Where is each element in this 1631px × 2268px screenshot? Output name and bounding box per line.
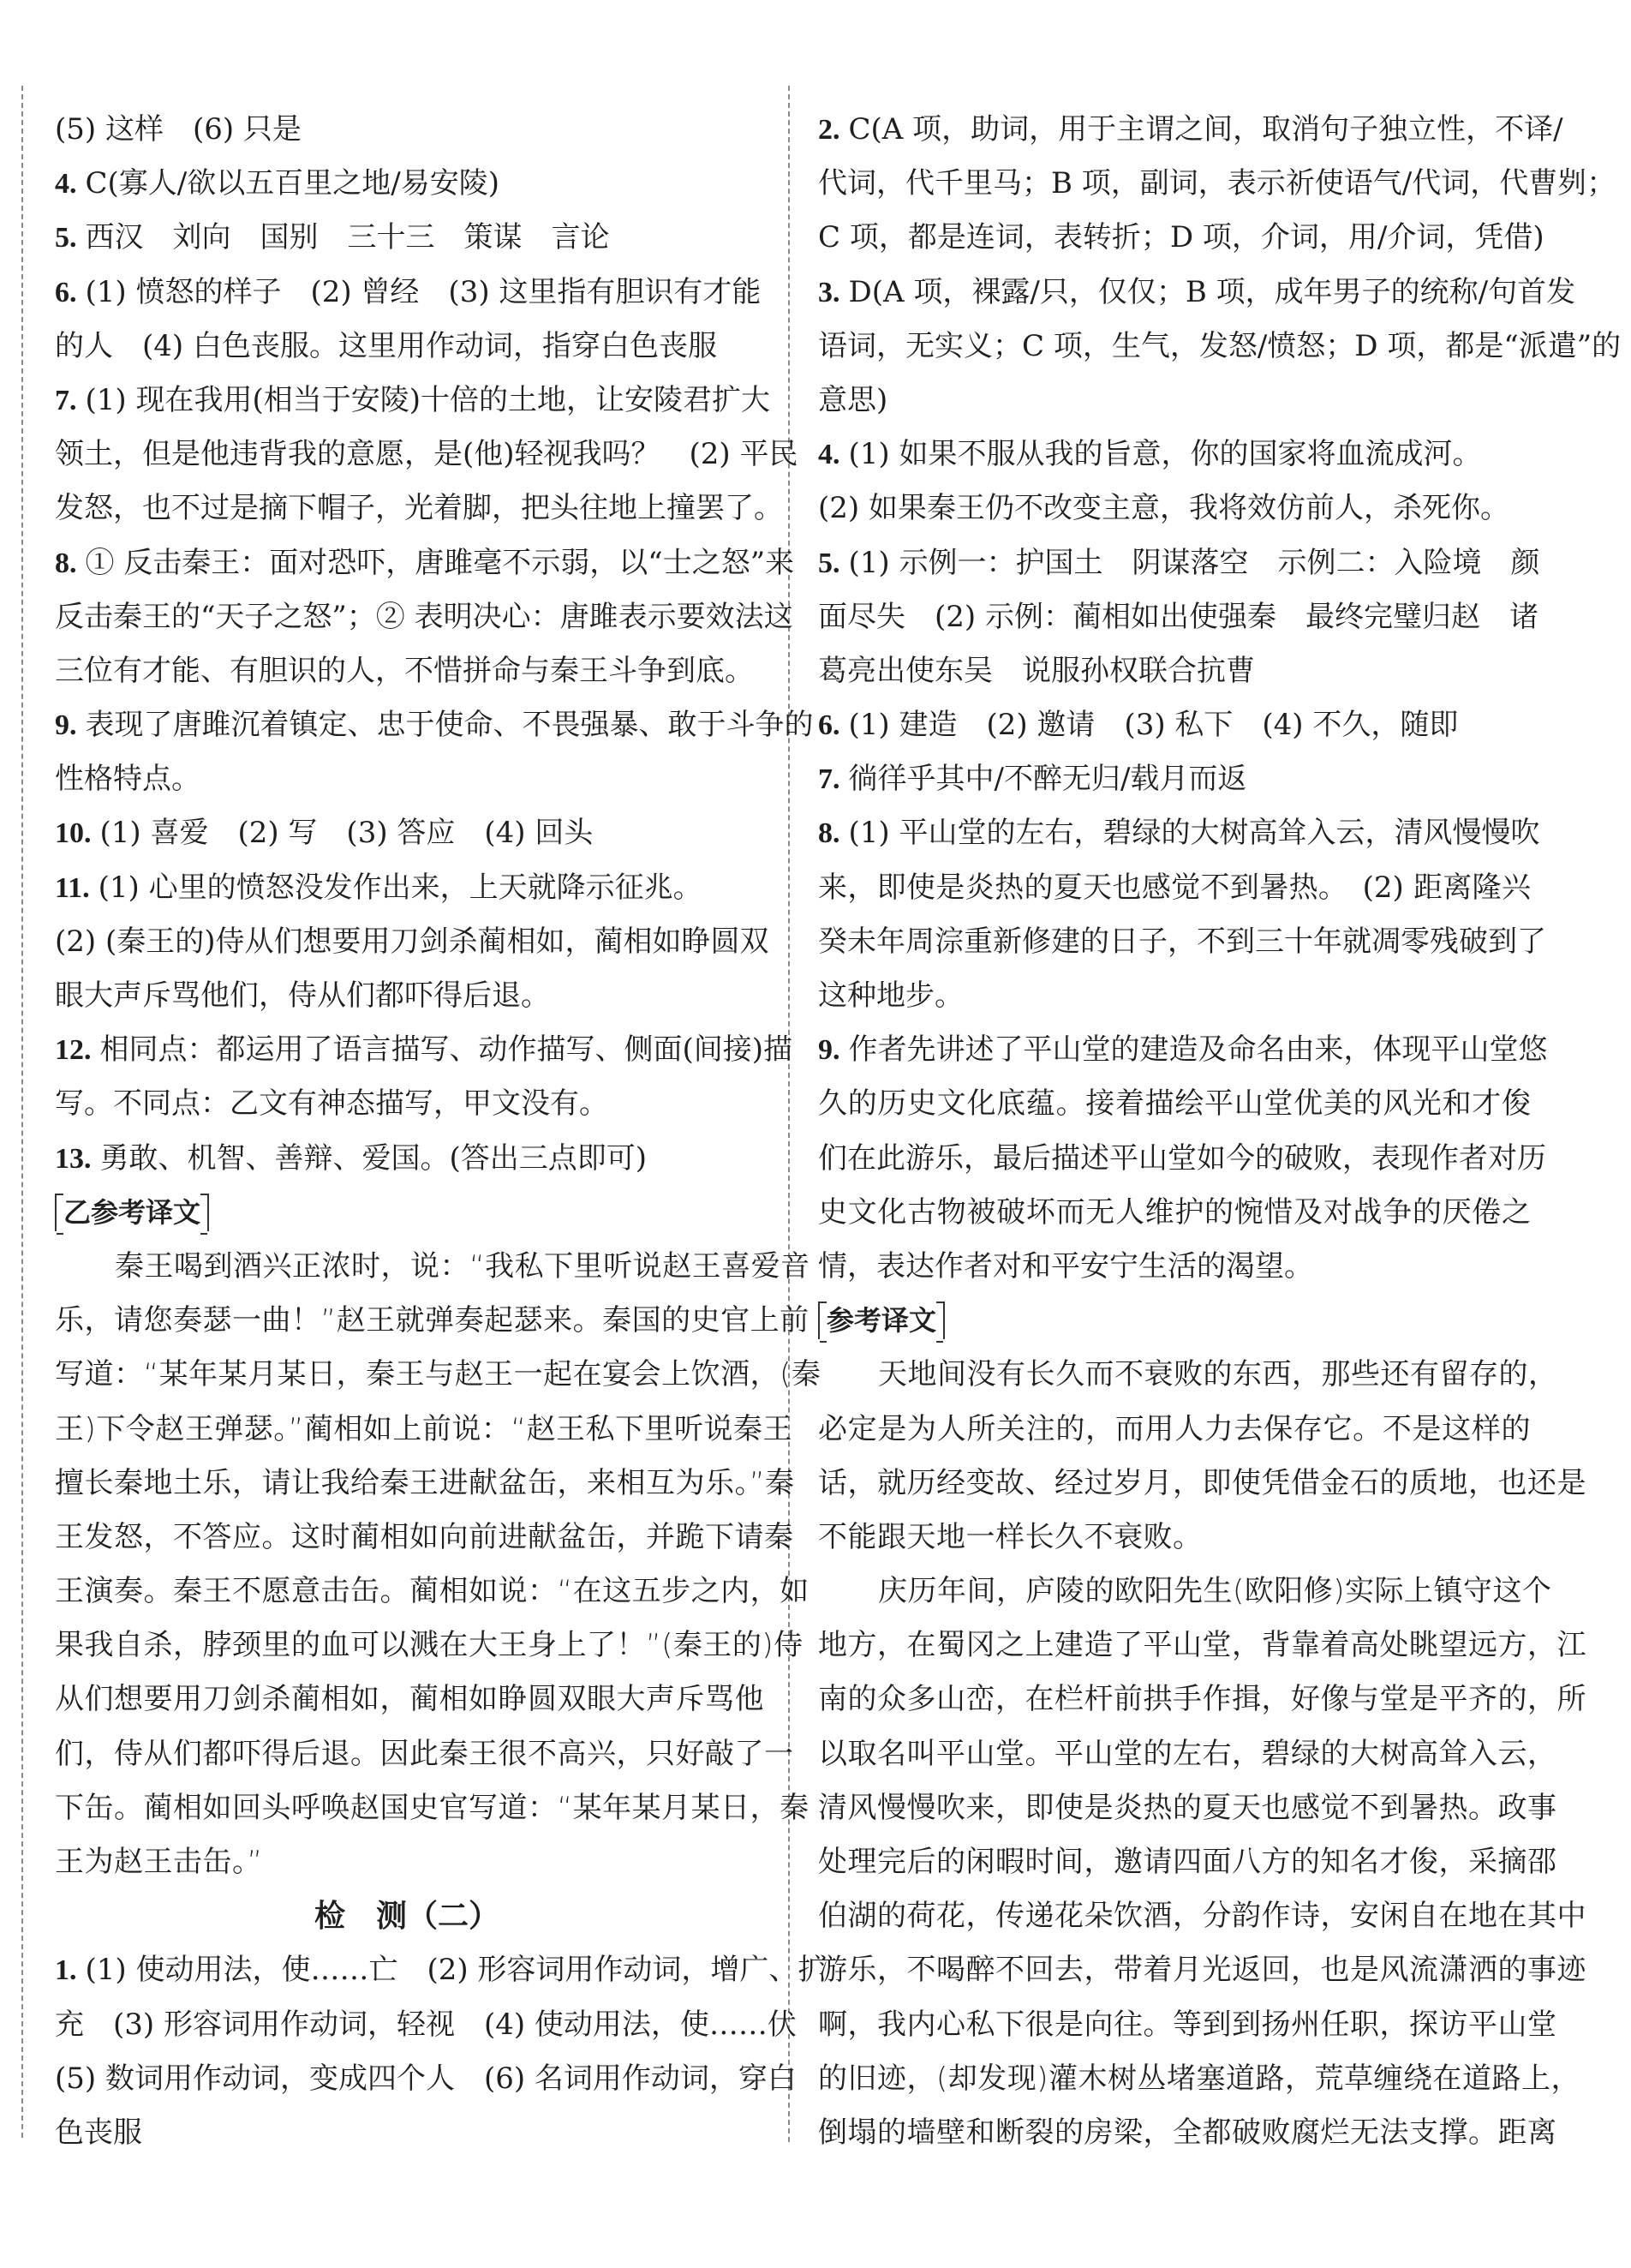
line-text: (2) 如果秦王仍不改变主意，我将效仿前人，杀死你。	[818, 491, 1509, 526]
translation-line	[818, 1511, 1531, 1565]
line-text: 王)下令赵王弹瑟。”蔺相如上前说：“赵王私下里听说秦王	[55, 1411, 792, 1446]
line-text: 西汉 刘向 国别 三十三 策谋 言论	[85, 220, 610, 255]
line-text: 意思)	[818, 382, 888, 417]
line-text: 性格特点。	[55, 762, 200, 797]
line-text: ① 反击秦王：面对恐吓，唐雎毫不示弱，以“士之怒”来	[85, 545, 795, 580]
line-text: 充 (3) 形容词用作动词，轻视 (4) 使动用法，使……伏	[55, 2007, 797, 2042]
question-number: 6.	[55, 276, 77, 308]
line-text: 倒塌的墙壁和断裂的房梁，全都破败腐烂无法支撑。距离	[818, 2115, 1557, 2150]
question-number: 10.	[55, 817, 92, 850]
line-text: (1) 建造 (2) 邀请 (3) 私下 (4) 不久，随即	[848, 708, 1459, 743]
line-text: 史文化古物被破坏而无人维护的惋惜及对战争的厌倦之	[818, 1194, 1531, 1230]
line-text: (1) 现在我用(相当于安陵)十倍的土地，让安陵君扩大	[85, 382, 770, 417]
translation-line	[818, 1943, 1586, 1997]
line-text: 发怒，也不过是摘下帽子，光着脚，把头往地上撞罢了。	[55, 491, 783, 526]
line-text: 伯湖的荷花，传递花朵饮酒，分韵作诗，安闲自在地在其中	[818, 1899, 1586, 1934]
translation-line	[818, 1457, 1586, 1511]
translation-line	[818, 1781, 1557, 1835]
translation-line	[818, 1835, 1557, 1889]
line-text: 表现了唐雎沉着镇定、忠于使命、不畏强暴、敢于斗争的	[85, 708, 814, 743]
answer-line	[818, 806, 1540, 860]
question-number: 5.	[55, 222, 77, 254]
answer-line	[55, 752, 759, 806]
answer-line	[818, 1132, 1546, 1186]
line-text: (1) 心里的愤怒没发作出来，上天就降示征兆。	[98, 870, 702, 905]
answer-line	[818, 157, 1616, 211]
question-number: 7.	[55, 384, 77, 416]
answer-line	[55, 320, 759, 374]
answer-line	[55, 428, 798, 482]
answer-line	[55, 536, 795, 590]
line-text: 的人 (4) 白色丧服。这里用作动词，指穿白色丧服	[55, 328, 717, 363]
question-number: 13.	[55, 1142, 92, 1175]
section-title: 检 测（二）	[314, 1899, 499, 1935]
section-heading	[818, 1294, 1531, 1348]
translation-line	[55, 1565, 810, 1619]
answer-line	[818, 266, 1576, 320]
question-number: 4.	[818, 439, 840, 471]
line-text: 这种地步。	[818, 978, 964, 1013]
line-text: 情，表达作者对和平安宁生活的渴望。	[818, 1248, 1313, 1284]
answer-line	[55, 266, 762, 320]
line-text: 天地间没有长久而不衰败的东西，那些还有留存的，	[878, 1357, 1558, 1392]
question-number: 1.	[55, 1954, 77, 1987]
question-number: 5.	[818, 547, 840, 579]
line-text: (2) (秦王的)侍从们想要用刀剑杀蔺相如，蔺相如睁圆双	[55, 924, 769, 959]
line-text: (1) 如果不服从我的旨意，你的国家将血流成河。	[848, 437, 1482, 472]
question-number: 4.	[55, 168, 77, 200]
translation-line	[818, 1403, 1531, 1457]
line-text: C(A 项，助词，用于主谓之间，取消句子独立性，不译/	[848, 112, 1563, 147]
line-text: 领土，但是他违背我的意愿，是(他)轻视我吗？ (2) 平民	[55, 437, 798, 472]
line-text: 以取名叫平山堂。平山堂的左右，碧绿的大树高耸入云，	[818, 1736, 1557, 1771]
line-text: 果我自杀，脖颈里的血可以溅在大王身上了！”(秦王的)侍	[55, 1628, 804, 1663]
answer-line	[55, 698, 814, 752]
answer-line	[55, 103, 759, 157]
question-number: 2.	[818, 114, 840, 146]
answer-line	[55, 861, 759, 915]
answer-line	[818, 1186, 1531, 1240]
line-text: 写。不同点：乙文有神态描写，甲文没有。	[55, 1086, 608, 1122]
line-text: 下缶。蔺相如回头呼唤赵国史官写道：“某年某月某日，秦	[55, 1790, 810, 1825]
line-text: 写道：“某年某月某日，秦王与赵王一起在宴会上饮酒，(秦	[55, 1357, 821, 1392]
line-text: C(寡人/欲以五百里之地/易安陵)	[85, 166, 499, 201]
question-number: 7.	[818, 763, 840, 796]
line-text: 擅长秦地土乐，请让我给秦王进献盆缶，来相互为乐。”秦	[55, 1465, 795, 1500]
line-text: 乐，请您奏瑟一曲！”赵王就弹奏起瑟来。秦国的史官上前	[55, 1303, 810, 1338]
translation-line	[818, 1998, 1557, 2052]
answer-line	[55, 915, 769, 969]
line-text: 南的众多山峦，在栏杆前拱手作揖，好像与堂是平齐的，所	[818, 1682, 1586, 1717]
answer-line	[55, 1132, 759, 1186]
translation-line	[55, 1511, 794, 1565]
translation-line	[818, 1565, 1552, 1619]
translation-line	[818, 1727, 1557, 1781]
answer-line	[818, 861, 1531, 915]
translation-line	[55, 1835, 759, 1889]
line-text: 从们想要用刀剑杀蔺相如，蔺相如睁圆双眼大声斥骂他	[55, 1682, 764, 1717]
answer-line	[818, 1023, 1548, 1077]
line-text: 代词，代千里马；B 项，副词，表示祈使语气/代词，代曹刿；	[818, 166, 1616, 201]
line-text: 话，就历经变故、经过岁月，即使凭借金石的质地，也还是	[818, 1465, 1586, 1500]
translation-line	[55, 1240, 810, 1294]
line-text: 们在此游乐，最后描述平山堂如今的破败，表现作者对历	[818, 1140, 1546, 1176]
answer-line	[55, 590, 793, 644]
section-heading-label: 乙参考译文	[55, 1194, 209, 1231]
answer-line	[55, 969, 759, 1023]
answer-line	[818, 698, 1531, 752]
question-number: 9.	[818, 1034, 840, 1067]
line-text: 三位有才能、有胆识的人，不惜拼命与秦王斗争到底。	[55, 653, 754, 688]
answer-line	[55, 1998, 797, 2052]
answer-line	[55, 157, 759, 211]
left-column	[55, 103, 827, 2160]
line-text: 处理完后的闲暇时间，邀请四面八方的知名才俊，采摘邵	[818, 1845, 1557, 1879]
answer-line	[55, 374, 770, 428]
answer-line	[55, 644, 759, 698]
answer-line	[818, 644, 1531, 698]
line-text: 必定是为人所关注的，而用人力去保存它。不是这样的	[818, 1411, 1531, 1446]
line-text: (1) 示例一：护国土 阴谋落空 示例二：入险境 颜	[848, 545, 1540, 580]
line-text: (1) 使动用法，使……亡 (2) 形容词用作动词，增广、扩	[85, 1953, 827, 1988]
line-text: 王发怒，不答应。这时蔺相如向前进献盆缶，并跪下请秦	[55, 1519, 794, 1554]
line-text: 久的历史文化底蕴。接着描绘平山堂优美的风光和才俊	[818, 1086, 1531, 1122]
translation-line	[55, 1619, 804, 1673]
answer-line	[818, 590, 1538, 644]
line-text: 啊，我内心私下很是向往。等到到扬州任职，探访平山堂	[818, 2007, 1557, 2042]
translation-line	[818, 1348, 1558, 1402]
line-text: 秦王喝到酒兴正浓时，说：“我私下里听说赵王喜爱音	[115, 1248, 810, 1284]
line-text: 徜徉乎其中/不醉无归/载月而返	[848, 762, 1247, 797]
question-number: 8.	[818, 817, 840, 850]
answer-line	[818, 915, 1546, 969]
line-text: 地方，在蜀冈之上建造了平山堂，背靠着高处眺望远方，江	[818, 1628, 1586, 1663]
answer-line	[818, 536, 1540, 590]
answer-line	[55, 482, 783, 536]
line-text: 葛亮出使东吴 说服孙权联合抗曹	[818, 653, 1255, 688]
line-text: 们，侍从们都吓得后退。因此秦王很不高兴，只好敲了一	[55, 1736, 794, 1771]
question-number: 12.	[55, 1034, 92, 1067]
translation-line	[55, 1727, 794, 1781]
question-number: 8.	[55, 547, 77, 579]
line-text: D(A 项，裸露/只，仅仅；B 项，成年男子的统称/句首发	[848, 274, 1576, 309]
translation-line	[818, 2106, 1557, 2160]
answer-line	[818, 374, 1531, 428]
answer-line	[55, 1943, 827, 1997]
answer-line	[55, 1077, 759, 1131]
answer-line	[818, 211, 1544, 265]
left-margin-dashed-line	[21, 86, 23, 2138]
line-text: 庆历年间，庐陵的欧阳先生(欧阳修)实际上镇守这个	[878, 1574, 1552, 1609]
answer-line	[55, 806, 759, 860]
translation-line	[55, 1457, 795, 1511]
section-heading-label: 参考译文	[818, 1302, 945, 1339]
answer-line	[818, 103, 1563, 157]
answer-line	[818, 428, 1531, 482]
section-heading	[55, 1186, 759, 1240]
question-number: 11.	[55, 871, 90, 904]
answer-line	[55, 211, 759, 265]
line-text: 色丧服	[55, 2115, 142, 2150]
answer-line	[818, 969, 1531, 1023]
line-text: 语词，无实义；C 项，生气，发怒/愤怒；D 项，都是“派遣”的	[818, 328, 1622, 363]
line-text: 反击秦王的“天子之怒”；② 表明决心：唐雎表示要效法这	[55, 599, 793, 634]
translation-line	[818, 1673, 1586, 1726]
question-number: 9.	[55, 709, 77, 742]
translation-line	[55, 1294, 810, 1348]
line-text: (1) 愤怒的样子 (2) 曾经 (3) 这里指有胆识有才能	[85, 274, 762, 309]
line-text: 癸未年周淙重新修建的日子，不到三十年就凋零残破到了	[818, 924, 1546, 959]
line-text: 勇敢、机智、善辩、爱国。(答出三点即可)	[99, 1140, 648, 1176]
answer-line	[55, 1023, 793, 1077]
translation-line	[55, 1403, 792, 1457]
answer-line	[818, 752, 1531, 806]
translation-line	[818, 1619, 1586, 1673]
line-text: 相同点：都运用了语言描写、动作描写、侧面(间接)描	[99, 1032, 793, 1068]
translation-line	[55, 1781, 810, 1835]
translation-line	[55, 1348, 821, 1402]
line-text: C 项，都是连词，表转折；D 项，介词，用/介词，凭借)	[818, 220, 1544, 255]
translation-line	[818, 2052, 1581, 2106]
answer-line	[55, 2052, 797, 2106]
line-text: 来，即使是炎热的夏天也感觉不到暑热。 (2) 距离隆兴	[818, 870, 1531, 905]
right-column	[818, 103, 1622, 2160]
line-text: 眼大声斥骂他们，侍从们都吓得后退。	[55, 978, 550, 1013]
line-text: 作者先讲述了平山堂的建造及命名由来，体现平山堂悠	[848, 1032, 1548, 1068]
line-text: 面尽失 (2) 示例：蔺相如出使强秦 最终完璧归赵 诸	[818, 599, 1538, 634]
line-text: (1) 平山堂的左右，碧绿的大树高耸入云，清风慢慢吹	[848, 816, 1540, 851]
line-text: 王演奏。秦王不愿意击缶。蔺相如说：“在这五步之内，如	[55, 1574, 810, 1609]
line-text: 游乐，不喝醉不回去，带着月光返回，也是风流潇洒的事迹	[818, 1953, 1586, 1988]
line-text: (5) 这样 (6) 只是	[55, 112, 302, 147]
answer-line	[818, 1240, 1531, 1294]
line-text: 的旧迹，(却发现)灌木树丛堵塞道路，荒草缠绕在道路上，	[818, 2061, 1581, 2096]
line-text: 不能跟天地一样长久不衰败。	[818, 1519, 1203, 1554]
translation-line	[55, 1673, 764, 1726]
line-text: (1) 喜爱 (2) 写 (3) 答应 (4) 回头	[99, 816, 594, 851]
line-text: 王为赵王击缶。”	[55, 1845, 263, 1879]
line-text: (5) 数词用作动词，变成四个人 (6) 名词用作动词，穿白	[55, 2061, 797, 2096]
question-number: 3.	[818, 276, 840, 308]
line-text: 清风慢慢吹来，即使是炎热的夏天也感觉不到暑热。政事	[818, 1790, 1557, 1825]
answer-line	[818, 320, 1622, 374]
answer-line	[818, 1077, 1531, 1131]
question-number: 6.	[818, 709, 840, 742]
answer-line	[55, 2106, 759, 2160]
translation-line	[818, 1889, 1586, 1943]
answer-line	[818, 482, 1531, 536]
column-divider-dashed-line	[788, 86, 790, 2142]
